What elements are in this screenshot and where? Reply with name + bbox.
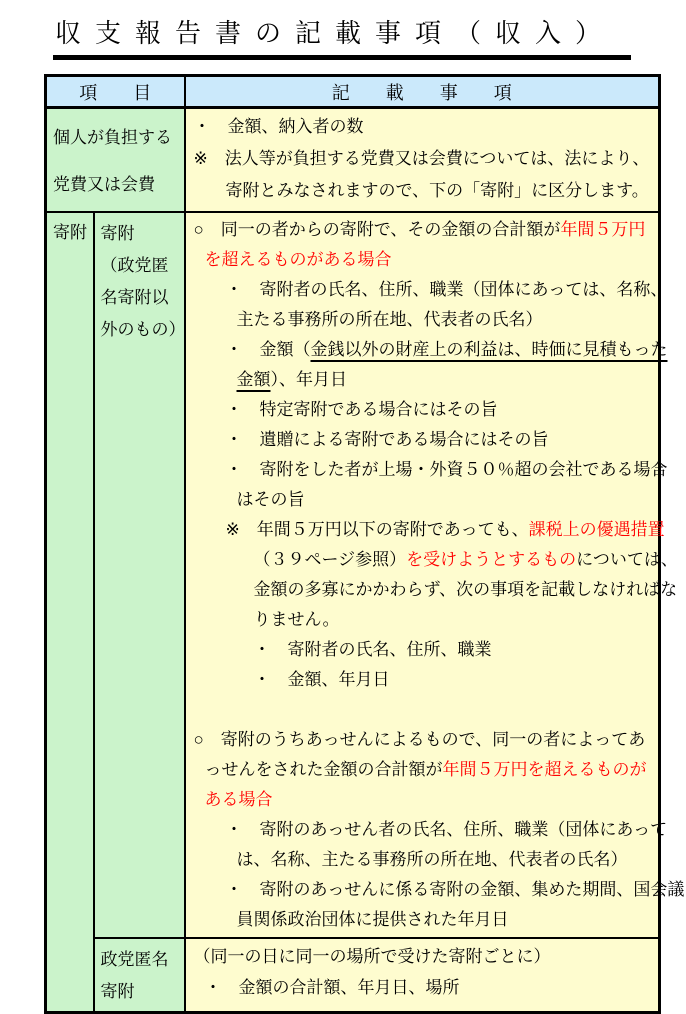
membership-fees-description-cell [185, 108, 660, 213]
text-line [194, 143, 655, 175]
text-line [194, 545, 678, 575]
text-line [194, 845, 655, 875]
red-emphasis-text: 年間５万円 [560, 220, 646, 239]
text-line [194, 215, 655, 245]
text-segment: 個人が負担する [53, 128, 172, 147]
text-segment: ・ 寄附のあっせん者の氏名、住所、職業（団体にあって [225, 820, 668, 839]
text-line [53, 161, 181, 208]
text-line [194, 695, 655, 725]
text-line [194, 905, 655, 935]
table-row [46, 938, 660, 1013]
text-line [53, 114, 181, 161]
text-line [101, 250, 181, 282]
text-line [53, 218, 90, 248]
text-segment: ・ 寄附をした者が上場・外資５０％超の会社である場合 [225, 460, 668, 479]
text-segment: （同一の日に同一の場所で受けた寄附ごとに） [193, 947, 551, 966]
party-anonymous-description-cell [185, 938, 660, 1013]
text-line [194, 111, 655, 143]
text-line [194, 635, 655, 665]
text-line [194, 275, 668, 305]
text-line [194, 175, 655, 207]
header-description-column: 記 載 事 項 [185, 76, 660, 108]
text-segment: っせんをされた金額の合計額が [204, 760, 443, 779]
text-segment: ・ 寄附者の氏名、住所、職業（団体にあっては、名称、 [225, 280, 668, 299]
text-line [194, 605, 655, 635]
text-segment: 政党匿名 [100, 950, 169, 969]
text-line [101, 944, 181, 976]
text-line [194, 725, 655, 755]
text-segment: りません。 [253, 610, 340, 629]
text-segment: （３９ページ参照） [253, 550, 407, 569]
text-line [194, 365, 655, 395]
text-line [194, 515, 665, 545]
text-segment: ・ 寄附のあっせんに係る寄附の金額、集めた期間、国会議 [225, 880, 685, 899]
text-line [194, 335, 668, 365]
red-emphasis-text: を受けようとするもの [406, 550, 577, 569]
text-segment: ・ 金額、年月日 [253, 670, 390, 689]
text-segment: ・ 寄附者の氏名、住所、職業 [253, 640, 492, 659]
donations-item-cell [94, 212, 185, 938]
text-segment: ・ 金額（ [225, 340, 311, 359]
table-header-row [46, 76, 660, 108]
table-row [46, 212, 660, 938]
text-segment: 名寄附以 [100, 288, 169, 307]
text-line [194, 875, 685, 905]
text-segment: 寄附 [100, 224, 135, 243]
text-segment: については、 [576, 550, 678, 569]
text-line [194, 815, 668, 845]
text-segment: ○ 同一の者からの寄附で、その金額の合計額が [193, 220, 561, 239]
text-line [194, 755, 655, 785]
text-line [194, 575, 678, 605]
red-emphasis-text: を超えるものがある場合 [204, 250, 392, 269]
text-segment: （政党匿 [100, 256, 169, 275]
text-line [194, 455, 668, 485]
text-segment: 員関係政治団体に提供された年月日 [236, 910, 509, 929]
text-line [101, 218, 181, 250]
text-segment: ○ 寄附のうちあっせんによるもので、同一の者によってあ [193, 730, 646, 749]
text-segment: は、名称、主たる事務所の所在地、代表者の氏名） [236, 850, 628, 869]
text-segment: ※ 法人等が負担する党費又は会費については、法により、 [193, 149, 650, 168]
header-item-column: 項 目 [46, 76, 185, 108]
text-segment: 金額の多寡にかかわらず、次の事項を記載しなければな [253, 580, 678, 599]
underlined-text: 金額 [236, 370, 271, 389]
text-segment: 党費又は会費 [53, 175, 155, 194]
red-emphasis-text: 年間５万円を超えるものが [442, 760, 647, 779]
text-segment: ※ 年間５万円以下の寄附であっても、 [225, 520, 529, 539]
table-row [46, 108, 660, 213]
text-segment: ・ 金額の合計額、年月日、場所 [204, 978, 460, 997]
text-line [194, 425, 655, 455]
text-segment: ・ 特定寄附である場合にはその旨 [225, 400, 498, 419]
underlined-text: 金銭以外の財産上の利益は、時価に見積もった [310, 340, 668, 359]
text-line [100, 314, 186, 346]
text-segment: ）、年月日 [270, 370, 347, 389]
text-line [194, 395, 655, 425]
text-line [101, 282, 181, 314]
red-emphasis-text: ある場合 [204, 790, 273, 809]
text-segment: はその旨 [236, 490, 305, 509]
text-segment: ・ 遺贈による寄附である場合にはその旨 [225, 430, 549, 449]
text-line [194, 941, 655, 972]
text-line [194, 665, 655, 695]
donations-group-cell [46, 212, 94, 1013]
text-line [101, 976, 181, 1008]
text-line [194, 972, 655, 1003]
party-anonymous-item-cell [94, 938, 185, 1013]
text-line [194, 485, 655, 515]
text-segment: 寄附 [53, 223, 87, 242]
report-items-table [44, 74, 685, 1014]
text-segment: 寄附とみなされますので、下の「寄附」に区分します。 [225, 181, 649, 200]
red-emphasis-text: 課税上の優遇措置 [528, 520, 665, 539]
text-line [194, 305, 655, 335]
page-title: 収支報告書の記載事項（収入） [53, 16, 631, 60]
text-line [194, 245, 655, 275]
text-segment: 主たる事務所の所在地、代表者の氏名） [236, 310, 543, 329]
membership-fees-item-cell [46, 108, 185, 213]
donations-description-cell [185, 212, 685, 938]
text-line [194, 785, 655, 815]
text-segment: 寄附 [100, 982, 135, 1001]
text-segment: ・ 金額、納入者の数 [193, 117, 364, 136]
text-segment: 外のもの） [100, 320, 186, 339]
